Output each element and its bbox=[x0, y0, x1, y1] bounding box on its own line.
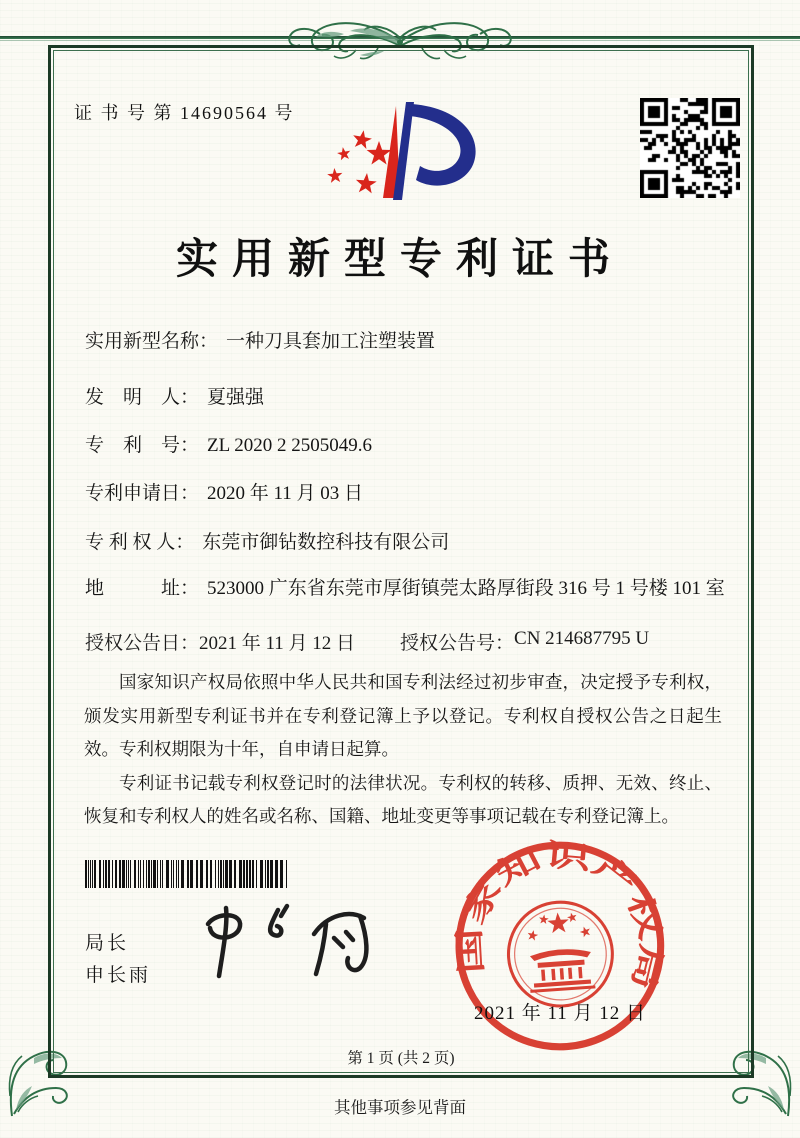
grant-number-pair bbox=[400, 628, 649, 655]
field-label: 发 明 人： bbox=[85, 387, 200, 408]
field-value: 东莞市御钻数控科技有限公司 bbox=[202, 532, 450, 553]
national-emblem-icon bbox=[505, 899, 616, 1010]
field-row-address bbox=[85, 575, 725, 603]
legal-text-block bbox=[84, 666, 722, 834]
field-label: 授权公告号： bbox=[400, 633, 515, 654]
field-row-name bbox=[85, 328, 725, 356]
director-signature bbox=[192, 900, 402, 985]
field-label: 地 址： bbox=[85, 578, 200, 599]
field-value: 523000 广东省东莞市厚街镇莞太路厚街段 316 号 1 号楼 101 室 bbox=[207, 578, 725, 599]
page-number: 第 1 页 (共 2 页) bbox=[347, 1050, 455, 1067]
field-label: 实用新型名称： bbox=[85, 331, 219, 352]
official-seal-icon bbox=[440, 828, 679, 1067]
grant-date-pair bbox=[85, 628, 400, 655]
other-matters-note: 其他事项参见背面 bbox=[334, 1098, 466, 1117]
logo-stars bbox=[327, 130, 391, 193]
field-value: 2021 年 11 月 12 日 bbox=[199, 633, 356, 654]
field-value: ZL 2020 2 2505049.6 bbox=[207, 435, 373, 456]
seal-date: 2021 年 11 月 12 日 bbox=[473, 1003, 647, 1024]
field-label: 授权公告日： bbox=[85, 633, 200, 654]
field-row-patent-number bbox=[85, 432, 725, 460]
field-value: 一种刀具套加工注塑装置 bbox=[226, 331, 436, 352]
certificate-title: 实用新型专利证书 bbox=[175, 237, 624, 283]
field-row-patentee bbox=[85, 529, 725, 557]
field-label: 专利申请日： bbox=[85, 483, 200, 504]
certificate-number: 证 书 号 第 14690564 号 bbox=[74, 103, 295, 123]
logo-blue-p-bowl bbox=[410, 104, 476, 186]
director-name: 申长雨 bbox=[85, 965, 152, 986]
seal-text: 国家知识产权局 bbox=[453, 838, 669, 979]
legal-paragraph-1: 国家知识产权局依照中华人民共和国专利法经过初步审查，决定授予专利权，颁发实用新型专利证书并在专利登记簿上予以登记。专利权自授权公告之日起生效。专利权期限为十年，自申请日起算。 bbox=[84, 672, 722, 760]
field-row-inventor bbox=[85, 384, 725, 412]
cnipa-logo-icon bbox=[322, 94, 478, 210]
field-label: 专 利 号： bbox=[85, 435, 200, 456]
barcode-icon bbox=[85, 860, 293, 888]
director-title: 局长 bbox=[85, 933, 130, 954]
field-value: 夏强强 bbox=[207, 387, 265, 408]
field-row-filing-date bbox=[85, 480, 725, 508]
field-value: CN 214687795 U bbox=[514, 628, 650, 649]
field-row-grant bbox=[85, 628, 725, 655]
field-label: 专 利 权 人： bbox=[85, 532, 195, 553]
field-value: 2020 年 11 月 03 日 bbox=[207, 483, 364, 504]
qr-code-icon bbox=[640, 98, 740, 198]
legal-paragraph-2: 专利证书记载专利权登记时的法律状况。专利权的转移、质押、无效、终止、恢复和专利权人的姓名或名称、国籍、地址变更等事项记载在专利登记簿上。 bbox=[84, 772, 722, 827]
